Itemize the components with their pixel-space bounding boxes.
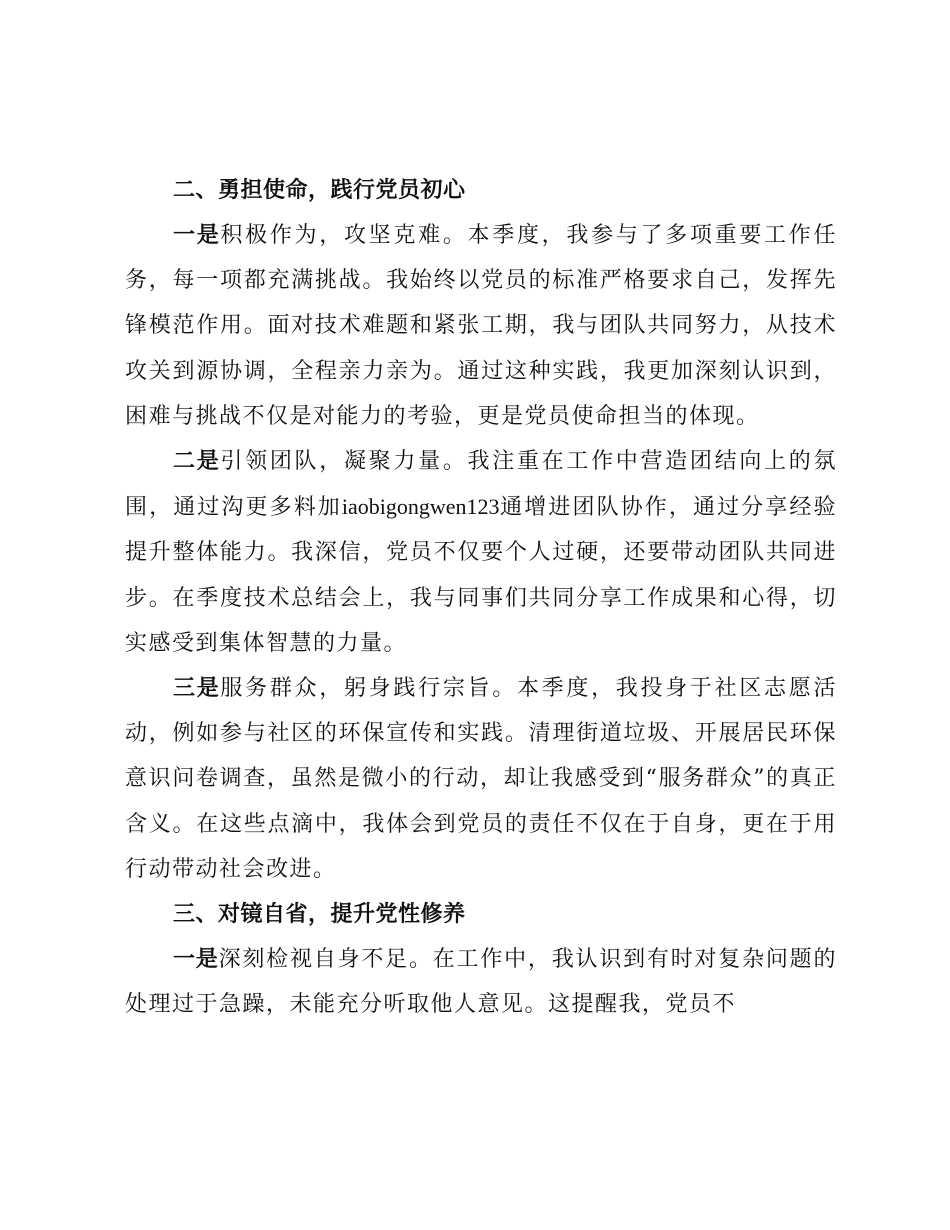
paragraph-lead: 二是 xyxy=(173,449,221,475)
paragraph-text: 引领团队，凝聚力量。我注重在工作中营造团结向上的氛围，通过沟更多料加 xyxy=(125,449,837,521)
paragraph-2-1 xyxy=(125,213,837,439)
paragraph-3-1 xyxy=(125,937,837,1027)
section-heading-3: 三、对镜自省，提升党性修养 xyxy=(173,902,466,928)
watermark-text: iaobigongwen123 xyxy=(341,494,500,520)
paragraph-text: 深刻检视自身不足。在工作中，我认识到有时对复杂问题的处理过于急躁，未能充分听取他人意见。这提醒我，党员不 xyxy=(125,947,837,1018)
paragraph-lead: 一是 xyxy=(173,223,221,248)
document-page xyxy=(125,168,837,1027)
paragraph-lead: 三是 xyxy=(173,676,221,702)
paragraph-text: 通增进团队协作，通过分享经验提升整体能力。我深信，党员不仅要个人过硬，还要带动团队共同进步。在季度技术总结会上，我与同事们共同分享工作成果和心得，切实感受到集体智慧的力量。 xyxy=(125,495,837,656)
paragraph-text: 服务群众，躬身践行宗旨。本季度，我投身于社区志愿活动，例如参与社区的环保宣传和实践。清理街道垃圾、开展居民环保意识问卷调查，虽然是微小的行动，却让我感受到“服务群众”的真正含义。在这些点滴中，我体会到党员的责任不仅在于自身，更在于用行动带动社会改进。 xyxy=(125,676,837,882)
paragraph-lead: 一是 xyxy=(173,947,219,973)
paragraph-2-3 xyxy=(125,666,837,892)
paragraph-2-2 xyxy=(125,439,837,666)
paragraph-text: 积极作为，攻坚克难。本季度，我参与了多项重要工作任务，每一项都充满挑战。我始终以党员的标准严格要求自己，发挥先锋模范作用。面对技术难题和紧张工期，我与团队共同努力，从技术攻关到源协调，全程亲力亲为。通过这种实践，我更加深刻认识到，困难与挑战不仅是对能力的考验，更是党员使命担当的体现。 xyxy=(125,223,837,429)
section-heading-2: 二、勇担使命，践行党员初心 xyxy=(173,178,466,203)
